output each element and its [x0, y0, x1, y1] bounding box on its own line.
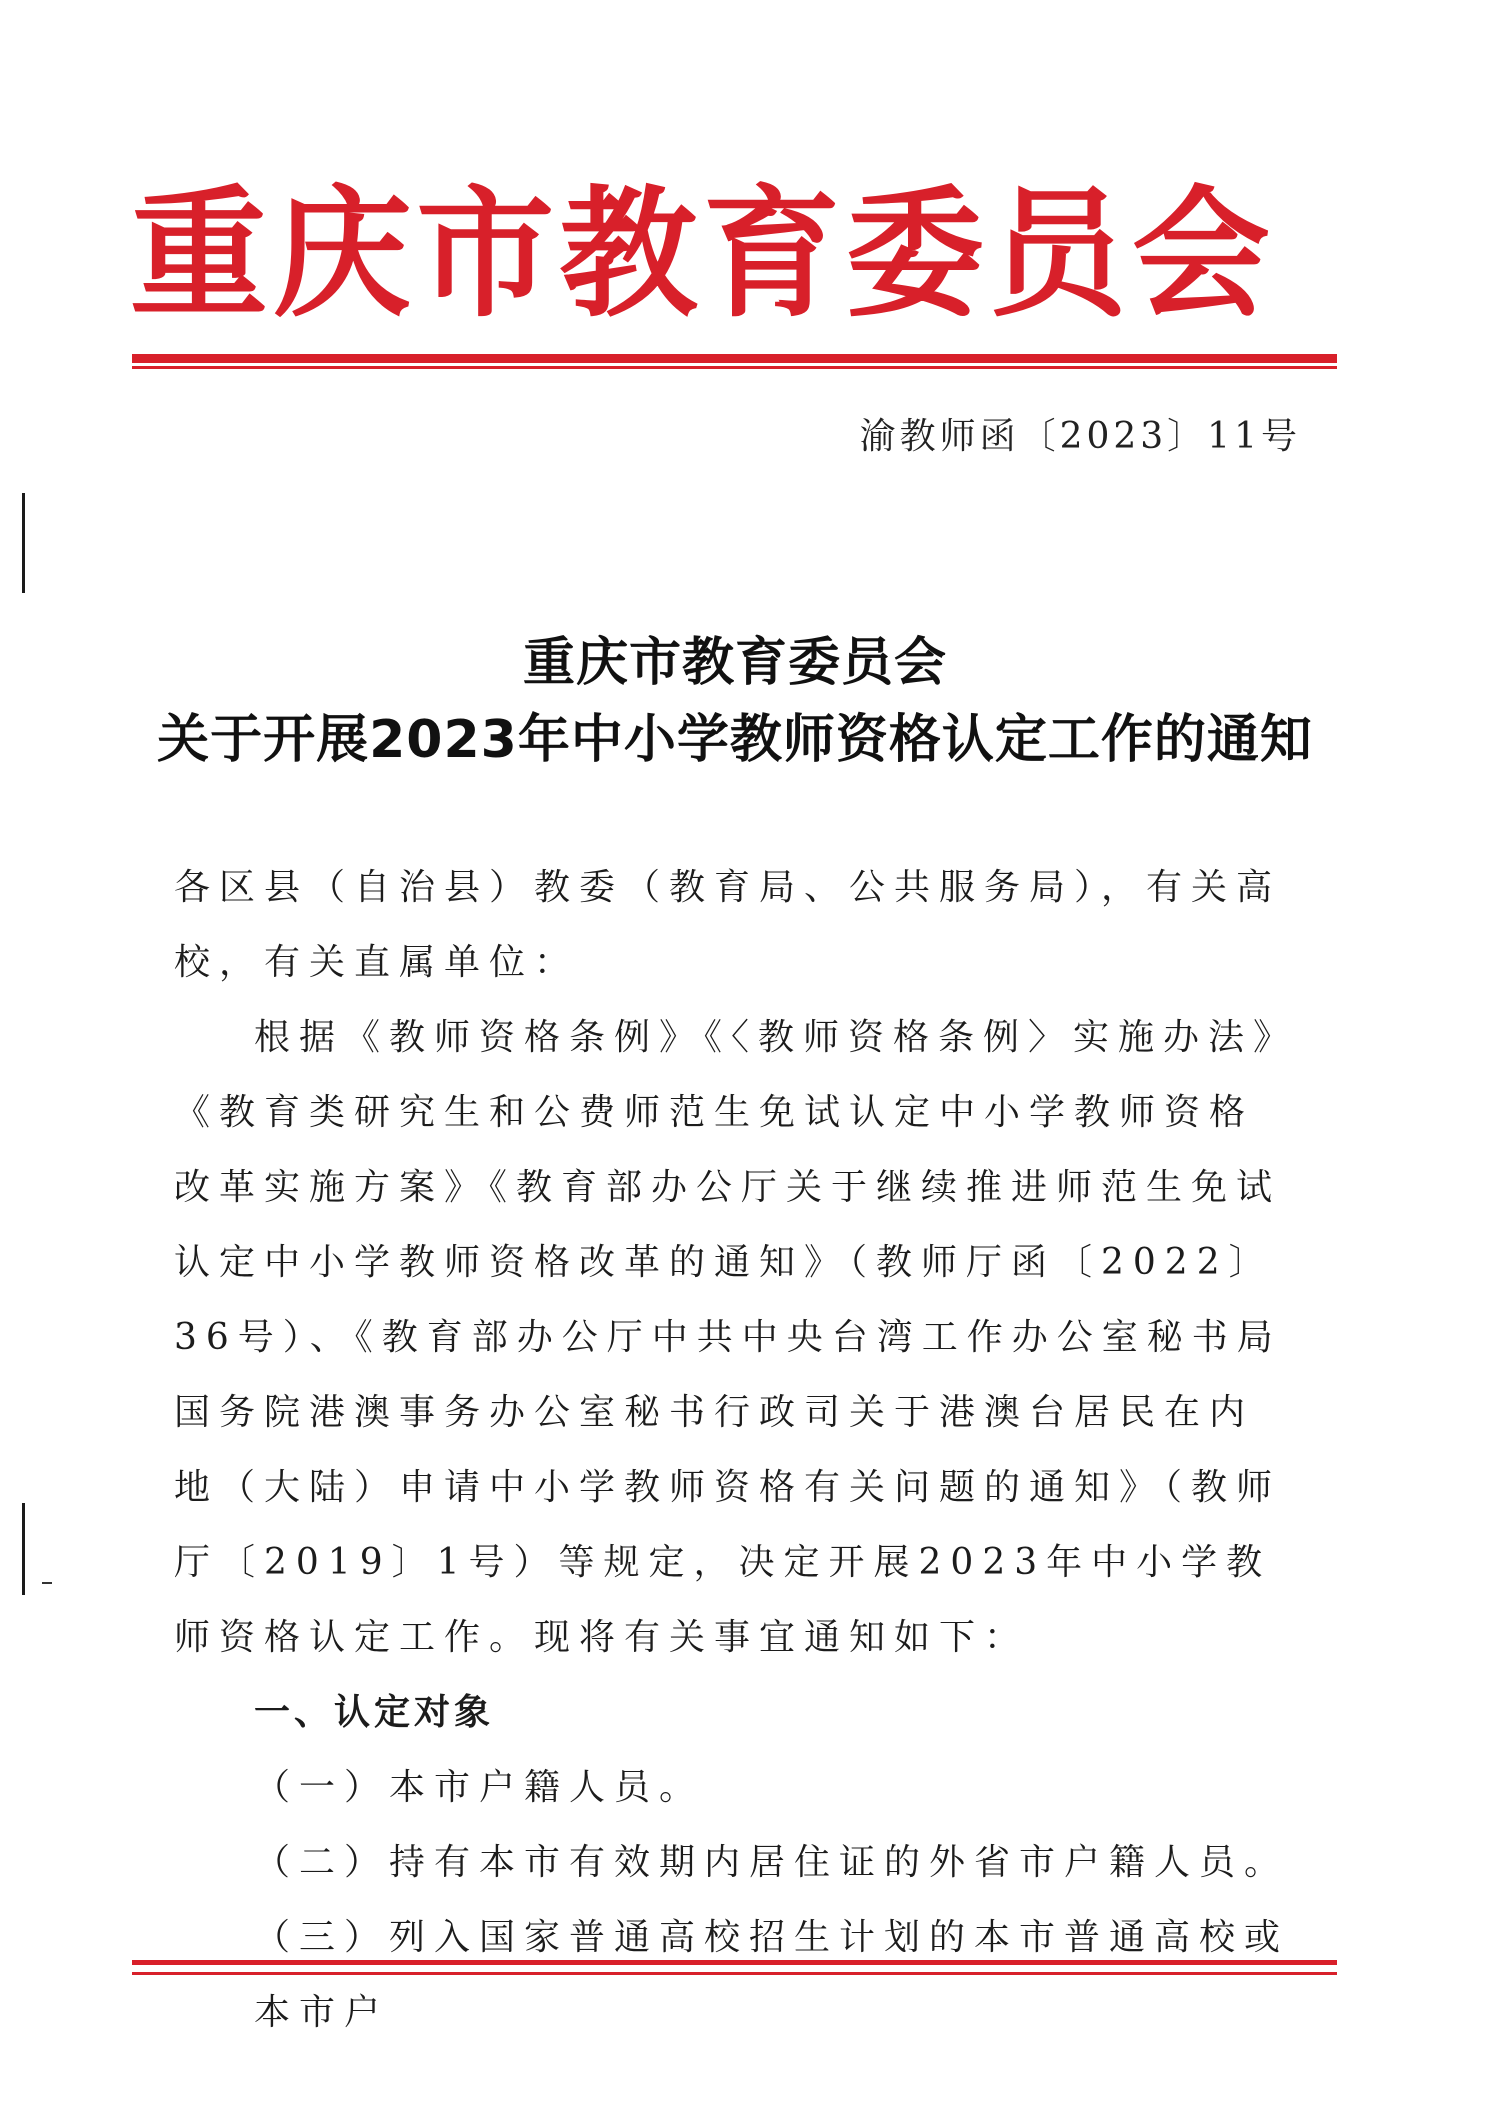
footer-red-rule: [132, 1960, 1337, 1965]
list-item: （一）本市户籍人员。: [254, 1767, 705, 1808]
footer-red-rule-thin: [132, 1972, 1337, 1975]
document-title-line1: 重庆市教育委员会: [522, 633, 947, 693]
salutation: 各区县（自治县）教委（教育局、公共服务局），有关高校，有关直属单位：: [174, 867, 1282, 983]
masthead-char: 庆: [273, 172, 412, 337]
document-number: 渝教师函〔2023〕11号: [859, 416, 1301, 457]
masthead-char: 重: [130, 172, 269, 337]
masthead-red-rule-thin: [132, 366, 1337, 369]
section-heading: 一、认定对象: [254, 1692, 495, 1733]
masthead-char: 委: [845, 172, 984, 337]
document-title-line2: 关于开展2023年中小学教师资格认定工作的通知: [157, 710, 1313, 770]
list-item: （二）持有本市有效期内居住证的外省市户籍人员。: [254, 1842, 1290, 1883]
masthead-char: 市: [416, 172, 555, 337]
masthead-char: 育: [702, 172, 841, 337]
masthead-char: 教: [559, 172, 698, 337]
document-body: [174, 850, 1294, 2050]
masthead: [130, 170, 1270, 340]
masthead-red-rule: [132, 354, 1337, 363]
masthead-char: 员: [988, 172, 1127, 337]
list-item: （三）列入国家普通高校招生计划的本市普通高校或本市户: [254, 1917, 1290, 2033]
masthead-char: 会: [1131, 172, 1270, 337]
binding-mark: [22, 1503, 25, 1595]
body-paragraph: 根据《教师资格条例》《〈教师资格条例〉实施办法》《教育类研究生和公费师范生免试认定中小学教师资格改革实施方案》《教育部办公厅关于继续推进师范生免试认定中小学教师资格改革的通知》（教师厅函〔2022〕36号）、《教育部办公厅中共中央台湾工作办公室秘书局国务院港澳事务办公室秘书行政司关于港澳台居民在内地（大陆）申请中小学教师资格有关问题的通知》（教师厅〔2019〕1号）等规定，决定开展2023年中小学教师资格认定工作。现将有关事宜通知如下：: [174, 1017, 1282, 1658]
binding-mark: [22, 493, 25, 593]
binding-dash: [42, 1582, 52, 1584]
